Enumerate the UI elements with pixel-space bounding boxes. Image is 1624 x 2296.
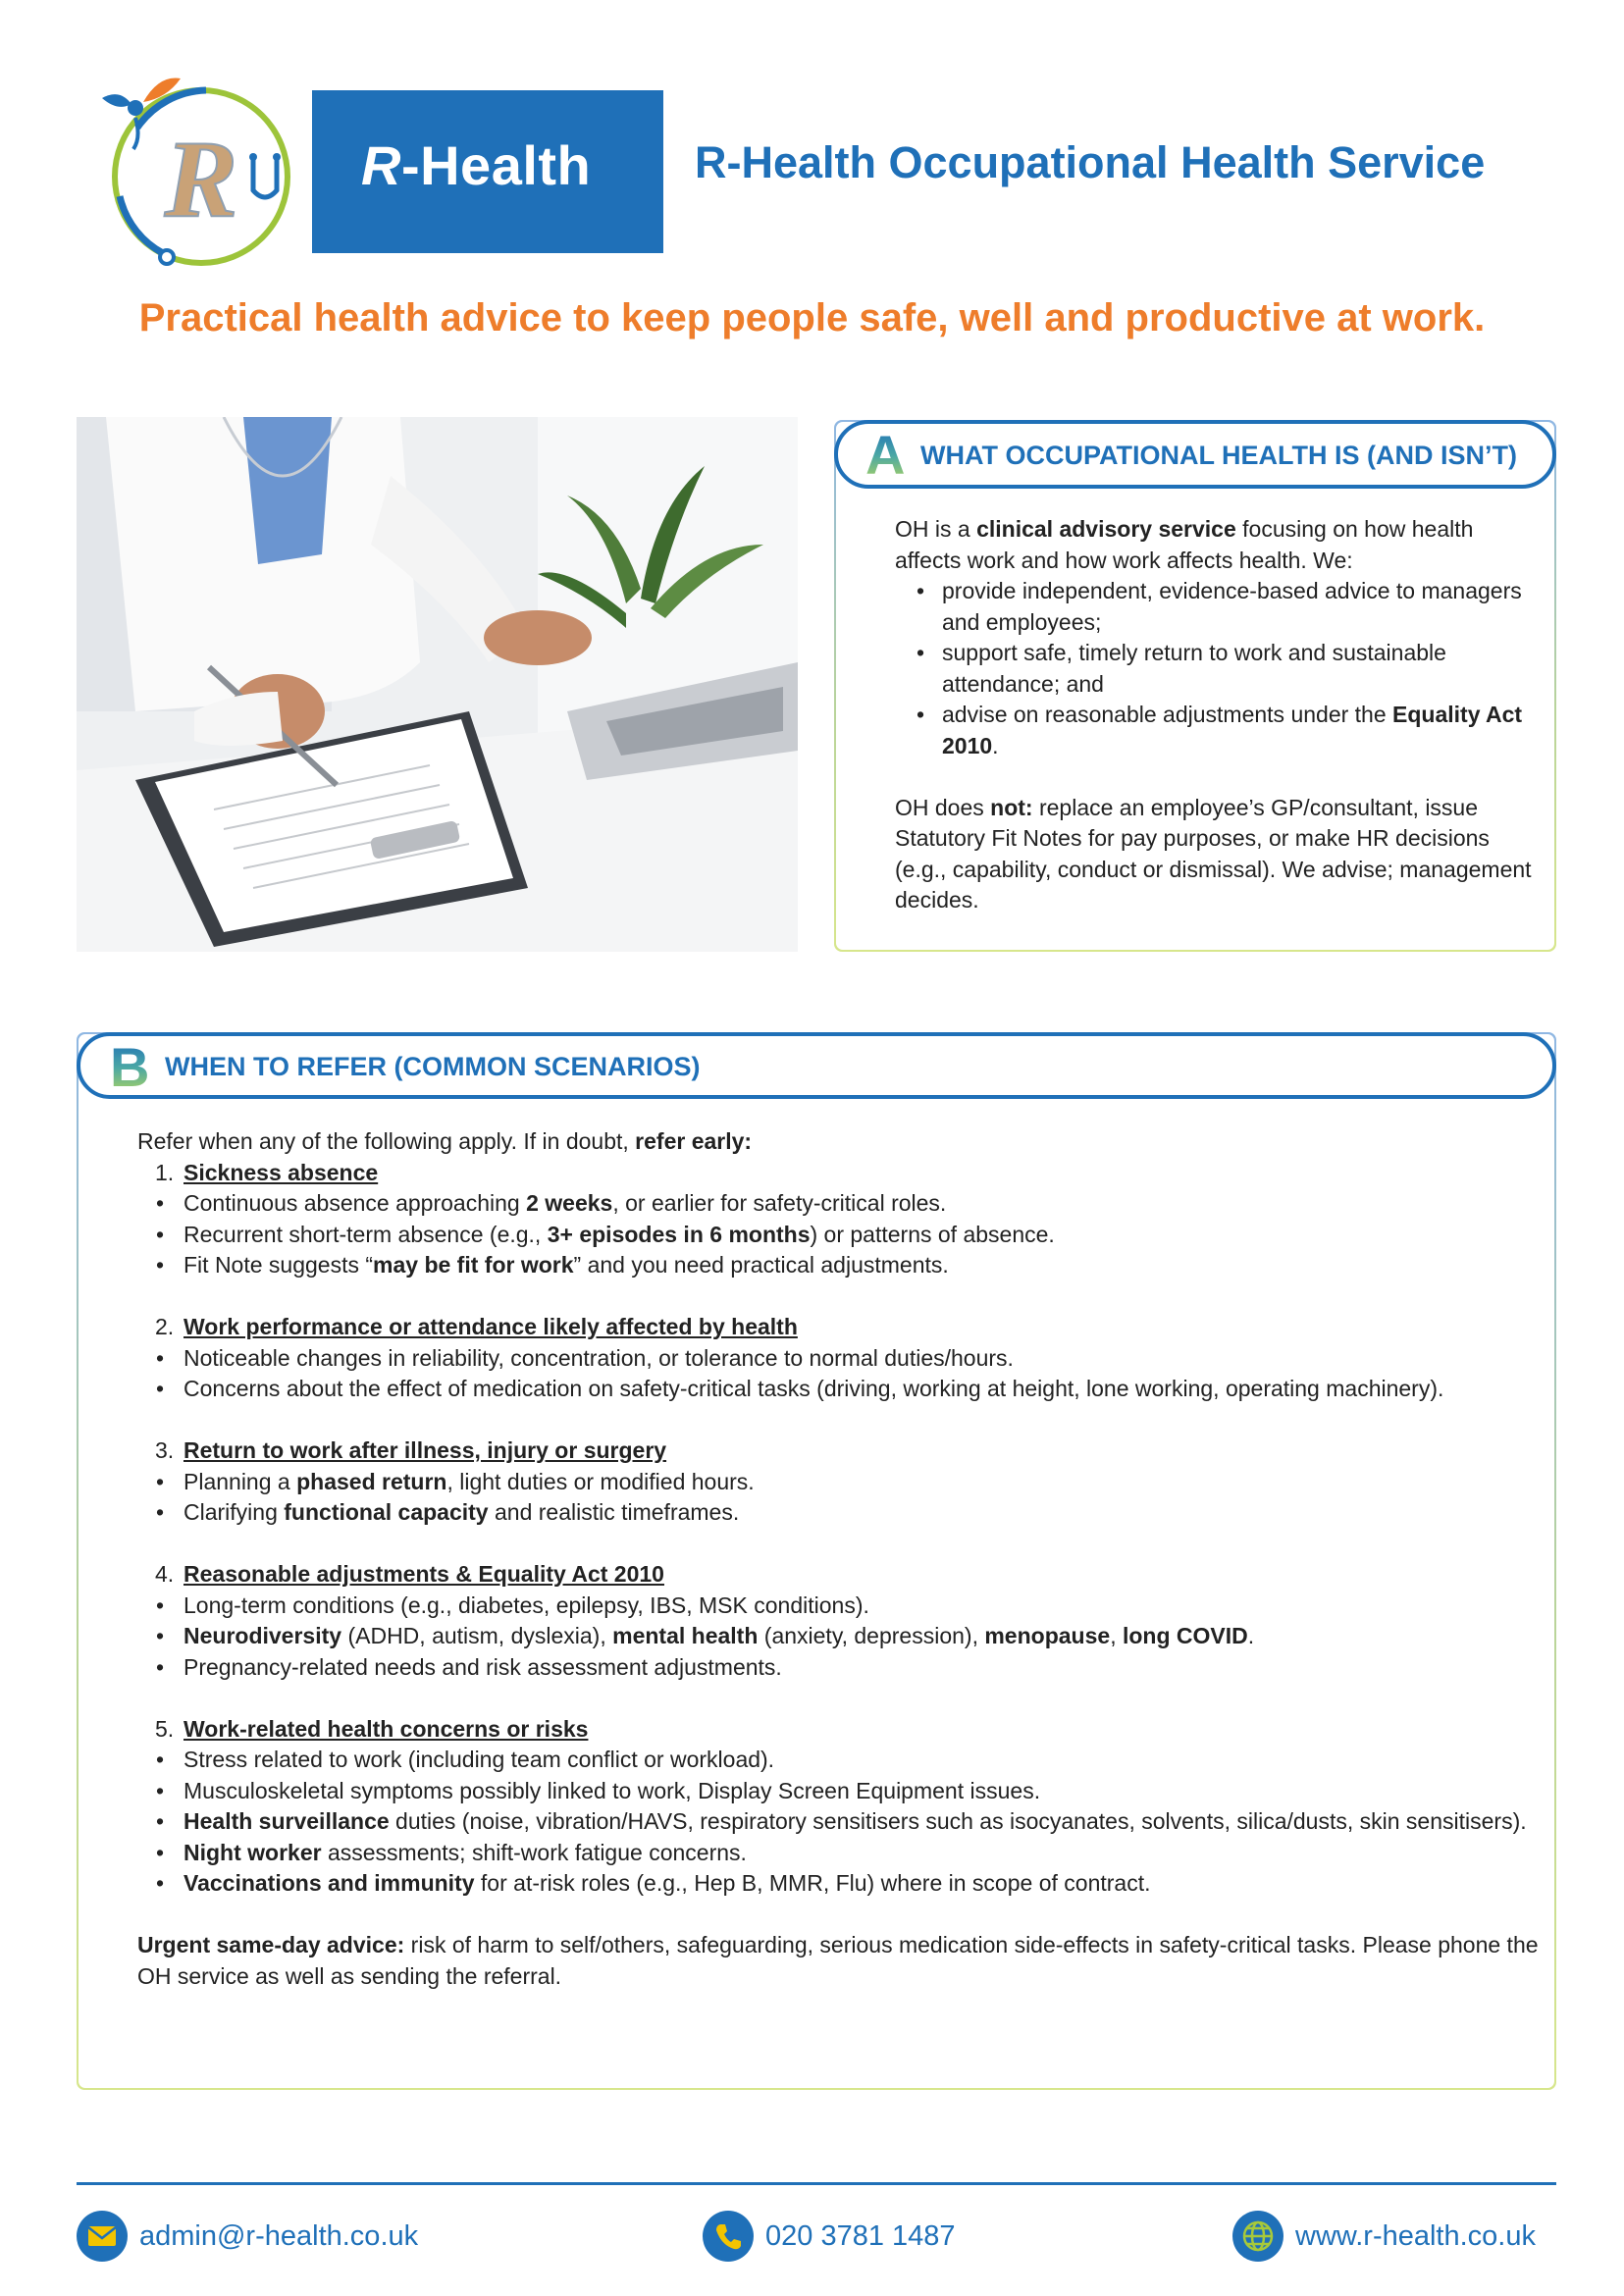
list-item: • Vaccinations and immunity for at-risk roles (e.g., Hep B, MMR, Flu) where in scope of contract. <box>137 1868 1541 1900</box>
section-b-title: WHEN TO REFER (COMMON SCENARIOS) <box>165 1052 701 1081</box>
list-item: • Night worker assessments; shift-work fatigue concerns. <box>137 1838 1541 1869</box>
envelope-icon <box>77 2211 128 2262</box>
section-a-body <box>895 514 1533 916</box>
section-a-does-not: OH does not: replace an employee’s GP/consultant, issue Statutory Fit Notes for pay purposes, or make HR decisions (e.g., capability, conduct or dismissal). We advise; management decides. <box>895 794 1532 913</box>
list-item: • Long-term conditions (e.g., diabetes, epilepsy, IBS, MSK conditions). <box>137 1591 1541 1622</box>
doctor-writing-photo <box>77 417 798 952</box>
list-item: • Planning a phased return, light duties or modified hours. <box>137 1467 1541 1498</box>
section-b-header <box>77 1032 1556 1099</box>
list-item: • Clarifying functional capacity and realistic timeframes. <box>137 1497 1541 1529</box>
list-item: • Continuous absence approaching 2 weeks, or earlier for safety-critical roles. <box>137 1188 1541 1220</box>
group-heading-sickness: 1. Sickness absence <box>155 1159 379 1185</box>
logo-letter: R <box>164 119 238 240</box>
list-item: • support safe, timely return to work and sustainable attendance; and <box>907 638 1533 700</box>
group-heading-performance: 2. Work performance or attendance likely affected by health <box>155 1314 798 1339</box>
brand-banner <box>312 90 663 253</box>
list-item: • Noticeable changes in reliability, concentration, or tolerance to normal duties/hours. <box>137 1343 1541 1375</box>
section-b-body <box>137 1126 1541 1992</box>
list-item: • Pregnancy-related needs and risk assessment adjustments. <box>137 1652 1541 1684</box>
section-a-list <box>907 576 1533 761</box>
group-heading-return-to-work: 3. Return to work after illness, injury or surgery <box>155 1437 667 1463</box>
list-item: • Musculoskeletal symptoms possibly linked to work, Display Screen Equipment issues. <box>137 1776 1541 1807</box>
list-item: • advise on reasonable adjustments under the Equality Act 2010. <box>907 700 1533 761</box>
brand-name: R-Health <box>361 134 592 196</box>
globe-icon <box>1232 2211 1283 2262</box>
urgent-advice: Urgent same-day advice: risk of harm to self/others, safeguarding, serious medication side-effects in safety-critical tasks. Please phone the OH service as well as sending the referral. <box>137 1932 1539 1989</box>
list-item: • Health surveillance duties (noise, vibration/HAVS, respiratory sensitisers such as isocyanates, solvents, silica/dusts, skin sensitisers). <box>137 1806 1541 1838</box>
list-item: • Concerns about the effect of medication on safety-critical tasks (driving, working at height, lone working, operating machinery). <box>137 1374 1541 1405</box>
list-item: • Fit Note suggests “may be fit for work” and you need practical adjustments. <box>137 1250 1541 1281</box>
footer-phone[interactable] <box>703 2211 956 2262</box>
phone-icon <box>703 2211 754 2262</box>
section-a-intro: OH is a clinical advisory service focusing on how health affects work and how work affects health. We: <box>895 516 1474 573</box>
section-b-intro: Refer when any of the following apply. If in doubt, refer early: <box>137 1128 753 1154</box>
list-item: • Stress related to work (including team conflict or workload). <box>137 1745 1541 1776</box>
section-a-header <box>834 420 1556 489</box>
list-item: • provide independent, evidence-based advice to managers and employees; <box>907 576 1533 638</box>
section-a-title: WHAT OCCUPATIONAL HEALTH IS (AND ISN’T) <box>920 441 1517 470</box>
footer-email[interactable] <box>77 2211 418 2262</box>
footer-website[interactable] <box>1232 2211 1536 2262</box>
footer-divider <box>77 2182 1556 2185</box>
group-heading-adjustments: 4. Reasonable adjustments & Equality Act 2010 <box>155 1561 664 1587</box>
r-health-logo-mark <box>98 69 304 275</box>
list-item: • Recurrent short-term absence (e.g., 3+ episodes in 6 months) or patterns of absence. <box>137 1220 1541 1251</box>
section-b-letter: B <box>110 1036 150 1098</box>
section-a-letter: A <box>865 424 906 486</box>
page-title: R-Health Occupational Health Service <box>695 137 1486 187</box>
group-heading-work-related: 5. Work-related health concerns or risks <box>155 1715 589 1742</box>
list-item: • Neurodiversity (ADHD, autism, dyslexia), mental health (anxiety, depression), menopause, long COVID. <box>137 1621 1541 1652</box>
tagline: Practical health advice to keep people safe, well and productive at work. <box>138 296 1486 339</box>
footer-email-link[interactable]: admin@r-health.co.uk <box>139 2219 419 2252</box>
footer-phone-number[interactable]: 020 3781 1487 <box>765 2219 956 2252</box>
footer-website-link[interactable]: www.r-health.co.uk <box>1295 2219 1536 2252</box>
